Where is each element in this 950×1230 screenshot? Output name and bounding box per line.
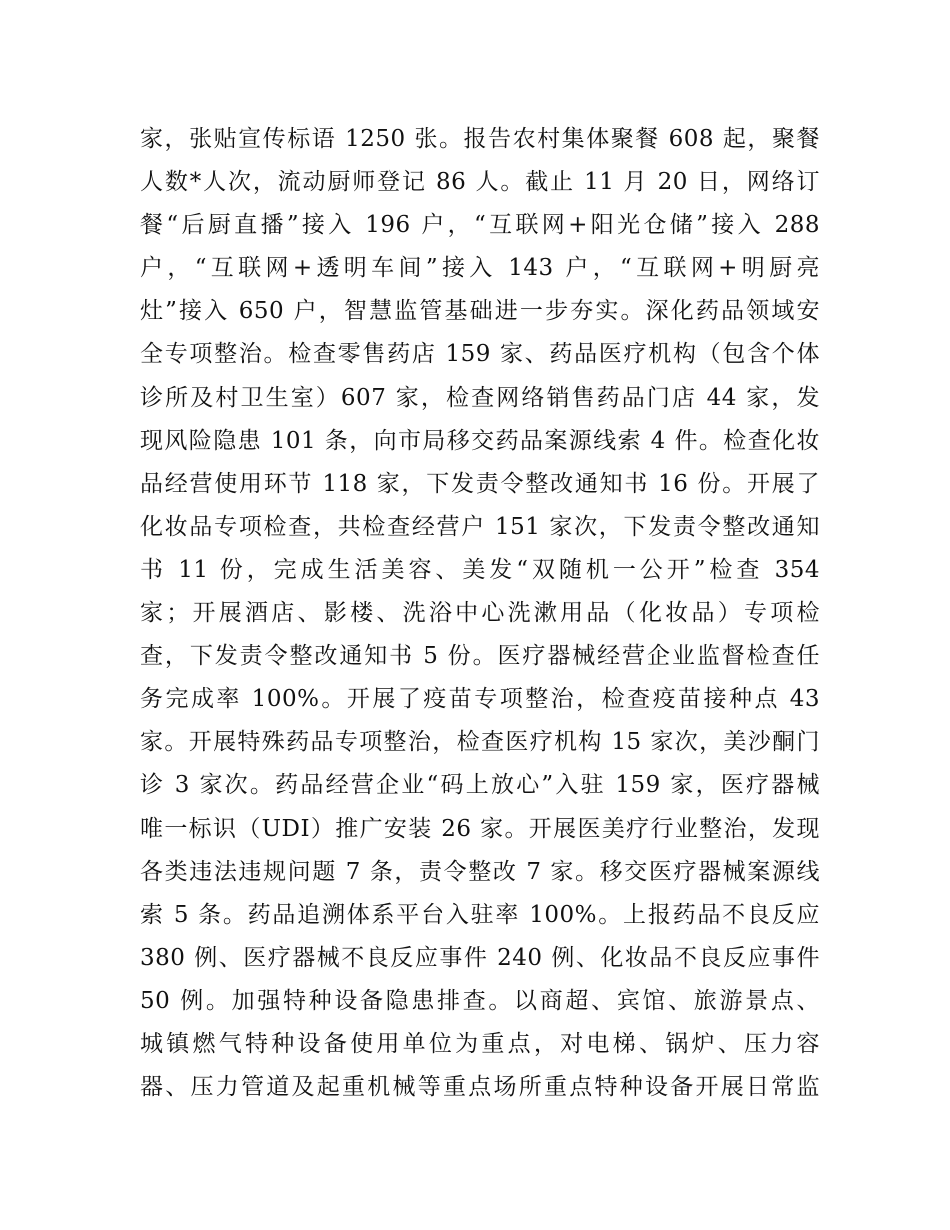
text-line: 各类违法违规问题 7 条，责令整改 7 家。移交医疗器械案源线 <box>140 858 820 885</box>
text-line: 现风险隐患 101 条，向市局移交药品案源线索 4 件。检查化妆 <box>140 427 820 454</box>
text-line: 人数*人次，流动厨师登记 86 人。截止 11 月 20 日，网络订 <box>140 169 820 196</box>
text-line: 诊 3 家次。药品经营企业“码上放心”入驻 159 家，医疗器械 <box>140 772 820 799</box>
text-line: 品经营使用环节 118 家，下发责令整改通知书 16 份。开展了 <box>140 470 820 497</box>
text-line: 务完成率 100%。开展了疫苗专项整治，检查疫苗接种点 43 <box>140 686 820 713</box>
body-text <box>140 118 820 1109</box>
text-line: 餐“后厨直播”接入 196 户，“互联网+阳光仓储”接入 288 <box>140 212 820 239</box>
text-line: 城镇燃气特种设备使用单位为重点，对电梯、锅炉、压力容 <box>140 1030 820 1057</box>
text-line: 唯一标识（UDI）推广安装 26 家。开展医美疗行业整治，发现 <box>140 815 820 842</box>
text-line: 诊所及村卫生室）607 家，检查网络销售药品门店 44 家，发 <box>140 384 820 411</box>
text-line: 器、压力管道及起重机械等重点场所重点特种设备开展日常监 <box>140 1074 820 1101</box>
text-line: 查，下发责令整改通知书 5 份。医疗器械经营企业监督检查任 <box>140 643 820 670</box>
text-line: 380 例、医疗器械不良反应事件 240 例、化妆品不良反应事件 <box>140 944 820 971</box>
text-line: 全专项整治。检查零售药店 159 家、药品医疗机构（包含个体 <box>140 341 820 368</box>
text-line: 索 5 条。药品追溯体系平台入驻率 100%。上报药品不良反应 <box>140 901 820 928</box>
text-line: 50 例。加强特种设备隐患排查。以商超、宾馆、旅游景点、 <box>140 987 820 1014</box>
text-line: 化妆品专项检查，共检查经营户 151 家次，下发责令整改通知 <box>140 513 820 540</box>
text-line: 书 11 份，完成生活美容、美发“双随机一公开”检查 354 <box>140 556 820 583</box>
text-line: 家，张贴宣传标语 1250 张。报告农村集体聚餐 608 起，聚餐 <box>140 126 820 152</box>
text-line: 灶”接入 650 户，智慧监管基础进一步夯实。深化药品领域安 <box>140 298 820 325</box>
text-line: 户，“互联网+透明车间”接入 143 户，“互联网+明厨亮 <box>140 255 820 282</box>
text-line: 家；开展酒店、影楼、洗浴中心洗漱用品（化妆品）专项检 <box>140 600 820 627</box>
text-line: 家。开展特殊药品专项整治，检查医疗机构 15 家次，美沙酮门 <box>140 729 820 756</box>
